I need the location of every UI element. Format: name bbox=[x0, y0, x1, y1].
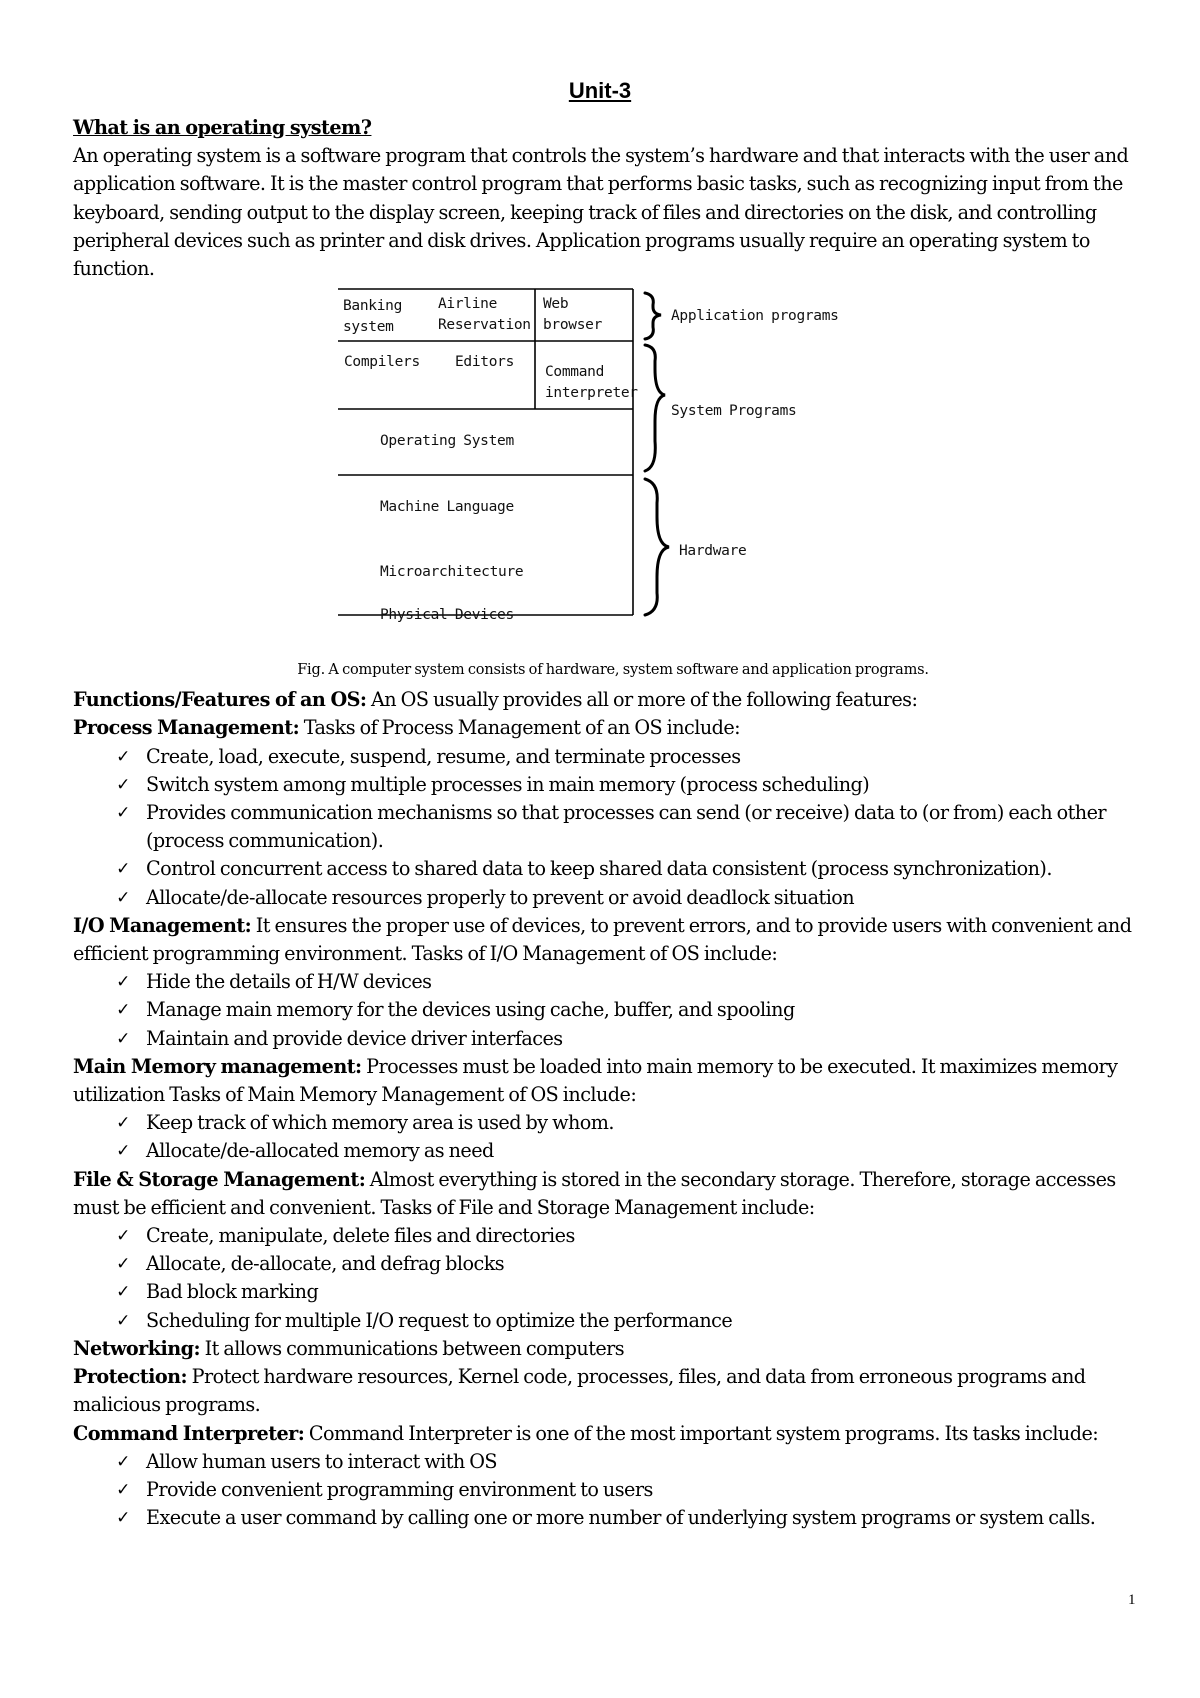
list-item-text: Keep track of which memory area is used by whom. bbox=[146, 1111, 614, 1135]
list-item-text: Control concurrent access to shared data to keep shared data consistent (process synchronization). bbox=[146, 857, 1052, 881]
check-icon: ✓ bbox=[116, 774, 130, 795]
command-list bbox=[73, 1448, 1153, 1533]
list-item-text: Allocate/de-allocate resources properly to prevent or avoid deadlock situation bbox=[146, 885, 855, 909]
cell-machine-language: Machine Language bbox=[380, 499, 514, 516]
cell-airline-line2: Reservation bbox=[438, 317, 531, 334]
protection-text: Protect hardware resources, Kernel code, processes, files, and data from erroneous programs and malicious programs. bbox=[73, 1365, 1086, 1417]
cell-web-line1: Web bbox=[543, 296, 569, 313]
io-paragraph bbox=[73, 912, 1153, 968]
os-layers-diagram bbox=[73, 283, 1153, 655]
check-icon: ✓ bbox=[116, 1254, 130, 1275]
functions-text: An OS usually provides all or more of the following features: bbox=[366, 688, 918, 712]
list-item bbox=[73, 1278, 1153, 1306]
cell-command-line1: Command bbox=[545, 364, 605, 381]
networking-label: Networking: bbox=[73, 1336, 201, 1360]
brace-hardware bbox=[645, 479, 669, 615]
check-icon: ✓ bbox=[116, 1282, 130, 1303]
cell-web-line2: browser bbox=[543, 317, 603, 334]
list-item-text: Maintain and provide device driver interfaces bbox=[146, 1026, 563, 1050]
cell-editors: Editors bbox=[455, 354, 515, 371]
list-item-text: Create, manipulate, delete files and directories bbox=[146, 1224, 575, 1248]
list-item bbox=[73, 1504, 1153, 1532]
check-icon: ✓ bbox=[116, 1479, 130, 1500]
brace-system bbox=[645, 345, 665, 471]
cell-airline-line1: Airline bbox=[438, 296, 498, 313]
functions-paragraph bbox=[73, 686, 1153, 714]
list-item bbox=[73, 771, 1153, 799]
check-icon: ✓ bbox=[116, 1226, 130, 1247]
check-icon: ✓ bbox=[116, 1141, 130, 1162]
storage-text: Almost everything is stored in the secondary storage. Therefore, storage accesses must be efficient and convenient. Tasks of File and Storage Management include: bbox=[73, 1167, 1116, 1219]
list-item bbox=[73, 1025, 1153, 1053]
process-label: Process Management: bbox=[73, 716, 300, 740]
list-item-text: Create, load, execute, suspend, resume, and terminate processes bbox=[146, 744, 741, 768]
list-item bbox=[73, 743, 1153, 771]
group-label-system: System Programs bbox=[671, 403, 797, 420]
check-icon: ✓ bbox=[116, 1113, 130, 1134]
command-paragraph bbox=[73, 1420, 1153, 1448]
check-icon: ✓ bbox=[116, 1028, 130, 1049]
cell-command-line2: interpreter bbox=[545, 385, 638, 402]
process-list bbox=[73, 743, 1153, 912]
list-item bbox=[73, 1448, 1153, 1476]
cell-microarchitecture: Microarchitecture bbox=[380, 564, 524, 581]
check-icon: ✓ bbox=[116, 1000, 130, 1021]
protection-paragraph bbox=[73, 1363, 1153, 1419]
intro-paragraph: An operating system is a software program that controls the system’s hardware and that interacts with the user and application software. It is the master control program that performs basic tasks, such as recognizing input from the keyboard, sending output to the display screen, keeping track of files and directories on the disk, and controlling peripheral devices such as printer and disk drives. Application programs usually require an operating system to function. bbox=[73, 144, 1129, 281]
list-item-text: Manage main memory for the devices using cache, buffer, and spooling bbox=[146, 998, 795, 1022]
cell-banking-line1: Banking bbox=[343, 298, 403, 315]
check-icon: ✓ bbox=[116, 1451, 130, 1472]
group-label-hardware: Hardware bbox=[679, 543, 747, 560]
list-item bbox=[73, 1222, 1153, 1250]
list-item bbox=[73, 1109, 1153, 1137]
list-item bbox=[73, 996, 1153, 1024]
memory-text: Processes must be loaded into main memory to be executed. It maximizes memory utilization Tasks of Main Memory Management of OS include: bbox=[73, 1054, 1118, 1107]
intro-heading: What is an operating system? bbox=[73, 116, 372, 139]
list-item-text: Hide the details of H/W devices bbox=[146, 970, 432, 994]
io-text: It ensures the proper use of devices, to prevent errors, and to provide users with convenient and efficient programming environment. Tasks of I/O Management of OS include: bbox=[73, 913, 1132, 966]
memory-list bbox=[73, 1109, 1153, 1165]
os-layers-figure bbox=[73, 283, 1153, 686]
page-title: Unit-3 bbox=[568, 78, 632, 103]
io-list bbox=[73, 968, 1153, 1053]
process-paragraph bbox=[73, 714, 1153, 742]
page-number: 1 bbox=[1128, 1592, 1136, 1608]
list-item-text: Execute a user command by calling one or more number of underlying system programs or system calls. bbox=[146, 1506, 1096, 1530]
list-item-text: Allocate, de-allocate, and defrag blocks bbox=[146, 1252, 505, 1276]
list-item bbox=[73, 1137, 1153, 1165]
list-item-text: Allow human users to interact with OS bbox=[146, 1449, 498, 1473]
io-label: I/O Management: bbox=[73, 913, 252, 937]
list-item bbox=[73, 1476, 1153, 1504]
check-icon: ✓ bbox=[116, 746, 130, 767]
document-body bbox=[73, 114, 1153, 1532]
process-text: Tasks of Process Management of an OS include: bbox=[299, 716, 741, 740]
memory-paragraph bbox=[73, 1053, 1153, 1109]
list-item-text: Bad block marking bbox=[146, 1280, 319, 1304]
figure-caption: Fig. A computer system consists of hardware, system software and application programs. bbox=[297, 662, 929, 679]
check-icon: ✓ bbox=[116, 972, 130, 993]
list-item bbox=[73, 1307, 1153, 1335]
functions-label: Functions/Features of an OS: bbox=[73, 688, 367, 712]
memory-label: Main Memory management: bbox=[73, 1054, 362, 1078]
cell-physical-devices: Physical Devices bbox=[380, 607, 514, 624]
list-item-text: Allocate/de-allocated memory as need bbox=[146, 1139, 494, 1163]
storage-label: File & Storage Management: bbox=[73, 1167, 366, 1191]
list-item bbox=[73, 1250, 1153, 1278]
cell-operating-system: Operating System bbox=[380, 433, 514, 450]
command-text: Command Interpreter is one of the most important system programs. Its tasks include: bbox=[304, 1421, 1099, 1445]
list-item-text: Provides communication mechanisms so that processes can send (or receive) data to (or from) each other (process communication). bbox=[146, 801, 1106, 853]
check-icon: ✓ bbox=[116, 803, 130, 824]
brace-application bbox=[645, 293, 661, 339]
list-item bbox=[73, 968, 1153, 996]
list-item-text: Switch system among multiple processes in main memory (process scheduling) bbox=[146, 772, 870, 796]
networking-paragraph bbox=[73, 1335, 1153, 1363]
storage-paragraph bbox=[73, 1166, 1153, 1222]
list-item-text: Provide convenient programming environment to users bbox=[146, 1477, 653, 1501]
list-item bbox=[73, 884, 1153, 912]
protection-label: Protection: bbox=[73, 1365, 188, 1389]
group-label-application: Application programs bbox=[671, 308, 839, 325]
check-icon: ✓ bbox=[116, 1508, 130, 1529]
check-icon: ✓ bbox=[116, 887, 130, 908]
command-label: Command Interpreter: bbox=[73, 1421, 305, 1445]
cell-banking-line2: system bbox=[343, 319, 394, 336]
cell-compilers: Compilers bbox=[344, 354, 420, 371]
check-icon: ✓ bbox=[116, 859, 130, 880]
networking-text: It allows communications between computers bbox=[200, 1336, 625, 1360]
list-item bbox=[73, 855, 1153, 883]
storage-list bbox=[73, 1222, 1153, 1335]
list-item bbox=[73, 799, 1153, 855]
list-item-text: Scheduling for multiple I/O request to optimize the performance bbox=[146, 1308, 733, 1332]
check-icon: ✓ bbox=[116, 1310, 130, 1331]
